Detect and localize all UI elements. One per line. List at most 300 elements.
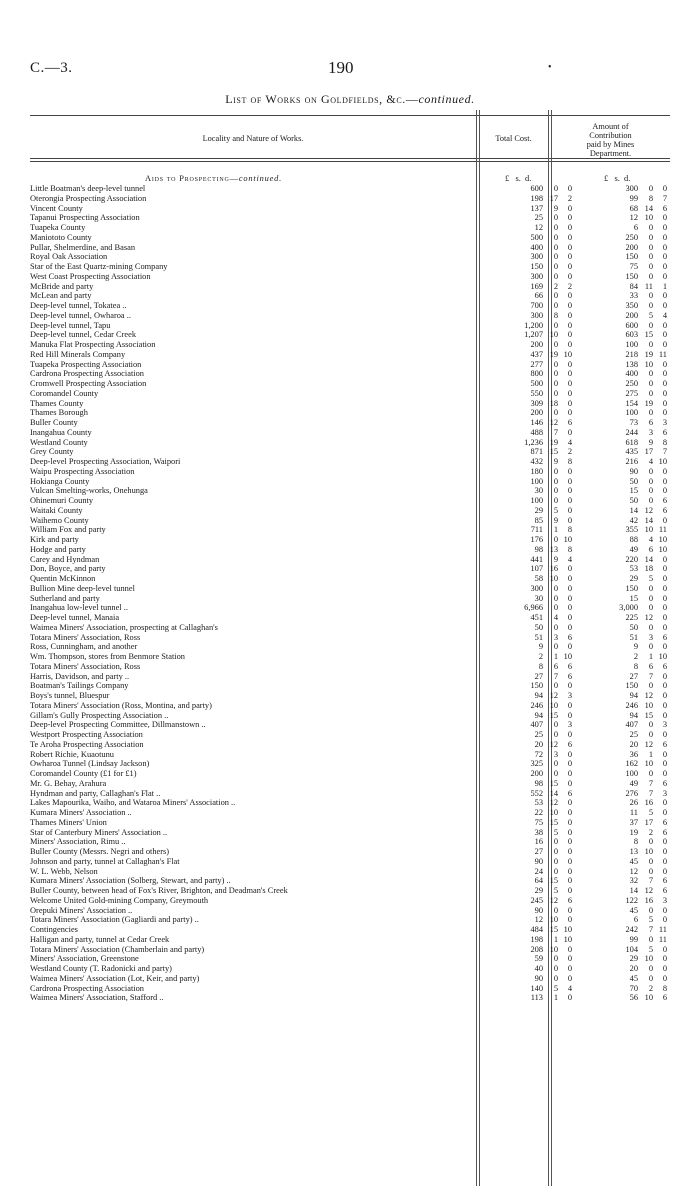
row-locality: Totara Miners' Association, Ross: [30, 632, 141, 642]
contribution: [608, 672, 667, 682]
total-cost-pence: 0: [567, 466, 572, 476]
contribution-shillings: 12: [644, 613, 653, 622]
contribution-shillings: 14: [644, 203, 653, 213]
contribution-pence: 0: [662, 554, 667, 564]
total-cost: [513, 399, 572, 409]
contribution-shillings: 10: [644, 759, 653, 769]
contribution-shillings: 0: [648, 271, 653, 281]
total-cost-pence: 10: [563, 535, 572, 544]
total-cost: [513, 701, 572, 711]
total-cost-shillings: 0: [553, 837, 558, 847]
contribution-pence: 7: [662, 193, 667, 203]
total-cost-shillings: 0: [553, 252, 558, 262]
table-row: [30, 857, 670, 867]
table-row: [30, 623, 670, 633]
contribution-shillings: 1: [648, 652, 653, 661]
contribution-pence: 3: [662, 720, 667, 730]
total-cost-shillings: 0: [553, 486, 558, 496]
contribution: [608, 847, 667, 857]
total-cost-shillings: 0: [553, 340, 558, 349]
total-cost: [513, 340, 572, 350]
total-cost: [513, 428, 572, 438]
total-cost-pounds: 407: [530, 720, 543, 730]
total-cost-pence: 8: [567, 457, 572, 466]
total-cost: [513, 301, 572, 311]
total-cost-pounds: 100: [530, 476, 543, 486]
contribution-pence: 0: [662, 681, 667, 691]
total-cost-pounds: 12: [534, 223, 543, 232]
contribution-shillings: 0: [648, 622, 653, 632]
contribution-shillings: 10: [644, 700, 653, 710]
contribution-shillings: 18: [644, 564, 653, 574]
total-cost-shillings: 0: [553, 466, 558, 476]
total-cost-pounds: 309: [530, 398, 543, 408]
total-cost-pounds: 600: [530, 184, 543, 193]
total-cost: [513, 720, 572, 730]
total-cost: [513, 798, 572, 808]
contribution-pounds: 8: [633, 661, 638, 671]
table-row: [30, 594, 670, 604]
table-row: [30, 291, 670, 301]
contribution-pounds: 49: [629, 778, 638, 788]
contribution-shillings: 7: [648, 788, 653, 798]
total-cost-shillings: 0: [553, 964, 558, 973]
column-header-locality: Locality and Nature of Works.: [202, 134, 304, 143]
table-row: [30, 525, 670, 535]
contribution-pence: 0: [662, 184, 667, 193]
table-row: [30, 506, 670, 516]
contribution: [608, 915, 667, 925]
total-cost-shillings: 0: [553, 622, 558, 632]
total-cost: [513, 467, 572, 477]
contribution-pence: 11: [658, 525, 667, 535]
contribution-shillings: 0: [648, 964, 653, 973]
contribution: [608, 418, 667, 428]
total-cost: [513, 837, 572, 847]
total-cost-pence: 0: [567, 262, 572, 271]
contribution-pence: 6: [662, 817, 667, 827]
contribution-shillings: 0: [648, 262, 653, 271]
contribution-pounds: 50: [629, 622, 638, 632]
total-cost-shillings: 5: [553, 983, 558, 993]
total-cost-shillings: 9: [553, 457, 558, 466]
total-cost-shillings: 10: [549, 944, 558, 954]
contribution: [608, 896, 667, 906]
contribution-pence: 0: [662, 408, 667, 418]
total-cost-pounds: 25: [534, 730, 543, 739]
contribution: [608, 750, 667, 760]
table-row: [30, 204, 670, 214]
row-locality: Deep-level tunnel, Tokatea ..: [30, 301, 127, 310]
total-cost-shillings: 18: [549, 398, 558, 408]
contribution-pounds: 68: [629, 203, 638, 213]
row-locality: Grey County: [30, 447, 74, 457]
total-cost: [513, 204, 572, 214]
contribution-units: £ s. d.: [604, 174, 631, 183]
contribution-shillings: 0: [648, 973, 653, 983]
total-cost-shillings: 14: [549, 788, 558, 798]
total-cost: [513, 633, 572, 643]
total-cost-units: £ s. d.: [505, 174, 532, 183]
row-locality: Westland County (T. Radonicki and party): [30, 964, 172, 973]
total-cost: [513, 779, 572, 789]
total-cost: [513, 857, 572, 867]
row-locality: Ross, Cunningham, and another: [30, 642, 138, 652]
table-row: [30, 720, 670, 730]
column-header-contribution: [551, 122, 670, 158]
total-cost: [513, 477, 572, 487]
row-locality: Inangahua County: [30, 427, 92, 437]
contribution-shillings: 10: [644, 847, 653, 856]
contribution: [608, 516, 667, 526]
contribution-shillings: 8: [648, 193, 653, 203]
row-locality: Little Boatman's deep-level tunnel: [30, 184, 146, 193]
row-locality: Totara Miners' Association, Ross: [30, 661, 141, 671]
contribution-shillings: 0: [648, 242, 653, 252]
total-cost-shillings: 10: [549, 574, 558, 583]
contribution-shillings: 7: [648, 671, 653, 681]
contribution-pence: 6: [662, 632, 667, 642]
contribution-pounds: 603: [625, 330, 638, 340]
total-cost: [513, 525, 572, 535]
contribution-shillings: 10: [644, 954, 653, 964]
contribution-pounds: 2: [633, 652, 638, 661]
total-cost: [513, 379, 572, 389]
table-row: [30, 564, 670, 574]
total-cost-shillings: 0: [553, 408, 558, 418]
contribution-pounds: 94: [629, 710, 638, 720]
contribution-shillings: 12: [644, 739, 653, 749]
contribution: [608, 369, 667, 379]
contribution-pounds: 88: [629, 535, 638, 544]
contribution: [608, 282, 667, 292]
contribution: [608, 886, 667, 896]
total-cost: [513, 876, 572, 886]
contribution-pence: 8: [662, 983, 667, 993]
contribution: [608, 984, 667, 994]
contribution: [608, 594, 667, 604]
table-row: [30, 808, 670, 818]
paper-reference: C.—3.: [30, 60, 73, 76]
contribution-pence: 0: [662, 730, 667, 739]
total-cost: [513, 447, 572, 457]
total-cost-pounds: 90: [534, 856, 543, 866]
row-locality: Westport Prospecting Association: [30, 730, 143, 739]
contribution-shillings: 0: [648, 866, 653, 876]
row-locality: Miners' Association, Rimu ..: [30, 837, 126, 847]
total-cost-pence: 0: [567, 408, 572, 418]
total-cost-pounds: 9: [538, 642, 543, 652]
row-locality: Welcome United Gold-mining Company, Greymouth: [30, 895, 209, 905]
contribution-pounds: 15: [629, 593, 638, 603]
contribution-shillings: 0: [648, 856, 653, 866]
total-cost-shillings: 0: [553, 320, 558, 330]
contribution-pounds: 150: [625, 583, 638, 593]
contribution-header-line-4: Department.: [589, 149, 632, 158]
contribution: [608, 340, 667, 350]
contribution-pounds: 138: [625, 359, 638, 369]
total-cost: [513, 564, 572, 574]
total-cost-pounds: 137: [530, 203, 543, 213]
row-locality: Owharoa Tunnel (Lindsay Jackson): [30, 759, 150, 769]
total-cost-pounds: 64: [534, 876, 543, 886]
table-row: [30, 301, 670, 311]
total-cost-pounds: 437: [530, 349, 543, 359]
total-cost-pence: 10: [563, 349, 572, 359]
total-cost: [513, 915, 572, 925]
contribution-shillings: 5: [648, 915, 653, 925]
contribution: [608, 613, 667, 623]
row-locality: Orepuki Miners' Association ..: [30, 905, 133, 915]
total-cost-shillings: 0: [553, 232, 558, 242]
total-cost-pounds: 75: [534, 817, 543, 827]
total-cost: [513, 535, 572, 545]
contribution-pounds: 25: [629, 730, 638, 739]
total-cost-shillings: 1: [553, 934, 558, 944]
row-locality: Wm. Thompson, stores from Benmore Station: [30, 652, 185, 661]
contribution-pence: 0: [662, 398, 667, 408]
total-cost: [513, 828, 572, 838]
contribution-pence: 0: [662, 330, 667, 340]
contribution-pounds: 225: [625, 613, 638, 622]
table-row: [30, 535, 670, 545]
contribution-shillings: 14: [644, 554, 653, 564]
contribution-pence: 0: [662, 905, 667, 915]
total-cost-pence: 0: [567, 203, 572, 213]
contribution-pounds: 45: [629, 856, 638, 866]
total-cost-shillings: 0: [553, 369, 558, 379]
contribution-pence: 0: [662, 291, 667, 301]
total-cost-pence: 0: [567, 837, 572, 847]
contribution-pounds: 99: [629, 193, 638, 203]
total-cost-shillings: 0: [553, 847, 558, 856]
total-cost-shillings: 15: [549, 447, 558, 457]
total-cost-pounds: 150: [530, 681, 543, 691]
row-locality: Sutherland and party: [30, 593, 100, 603]
total-cost: [513, 642, 572, 652]
table-row: [30, 945, 670, 955]
total-cost-pounds: 29: [534, 505, 543, 515]
contribution-pence: 0: [662, 262, 667, 271]
contribution-pence: 6: [662, 993, 667, 1003]
total-cost-pence: 10: [563, 925, 572, 934]
contribution-pounds: 300: [625, 184, 638, 193]
total-cost-shillings: 0: [553, 642, 558, 652]
total-cost-pence: 6: [567, 788, 572, 798]
contribution-pence: 0: [662, 301, 667, 310]
row-locality: Contingencies: [30, 925, 78, 934]
contribution-shillings: 0: [648, 223, 653, 232]
header-double-rule: [30, 161, 670, 162]
title-main: List of Works on Goldfields, &c.—: [225, 92, 419, 106]
contribution-pounds: 45: [629, 973, 638, 983]
total-cost-shillings: 0: [553, 242, 558, 252]
table-row: [30, 867, 670, 877]
contribution-shillings: 0: [648, 769, 653, 778]
contribution: [608, 477, 667, 487]
row-locality: Waimea Miners' Association, prospecting at Callaghan's: [30, 622, 218, 632]
contribution-pounds: 56: [629, 993, 638, 1003]
total-cost-pence: 0: [567, 876, 572, 886]
contribution-pence: 1: [662, 281, 667, 291]
total-cost-pence: 0: [567, 505, 572, 515]
contribution-pounds: 84: [629, 281, 638, 291]
contribution-pounds: 250: [625, 379, 638, 388]
row-locality: Manuka Flat Prospecting Association: [30, 340, 156, 349]
contribution-shillings: 10: [644, 525, 653, 535]
row-locality: Star of the East Quartz-mining Company: [30, 262, 168, 271]
table-row: [30, 447, 670, 457]
total-cost: [513, 311, 572, 321]
table-row: [30, 184, 670, 194]
total-cost-shillings: 0: [553, 359, 558, 369]
total-cost-pounds: 198: [530, 193, 543, 203]
contribution-pence: 0: [662, 759, 667, 769]
contribution-pence: 0: [662, 769, 667, 778]
contribution-shillings: 7: [648, 925, 653, 934]
total-cost: [513, 906, 572, 916]
total-cost-pounds: 72: [534, 749, 543, 759]
contribution-shillings: 2: [648, 827, 653, 837]
total-cost-pounds: 711: [530, 525, 543, 535]
total-cost-pence: 0: [567, 310, 572, 320]
table-row: [30, 925, 670, 935]
total-cost-pence: 2: [567, 447, 572, 457]
row-locality: McLean and party: [30, 291, 92, 301]
total-cost-shillings: 0: [553, 866, 558, 876]
contribution-pence: 6: [662, 739, 667, 749]
contribution-shillings: 12: [644, 886, 653, 895]
total-cost-shillings: 0: [553, 379, 558, 388]
total-cost-pounds: 432: [530, 457, 543, 466]
total-cost-pounds: 30: [534, 486, 543, 496]
table-row: [30, 486, 670, 496]
table-row: [30, 408, 670, 418]
table-row: [30, 759, 670, 769]
total-cost-pence: 0: [567, 320, 572, 330]
contribution-pounds: 15: [629, 486, 638, 496]
total-cost: [513, 730, 572, 740]
table-row: [30, 438, 670, 448]
total-cost: [513, 740, 572, 750]
total-cost-pence: 0: [567, 817, 572, 827]
contribution-shillings: 0: [648, 496, 653, 505]
contribution-pence: 0: [662, 388, 667, 398]
row-locality: Hodge and party: [30, 544, 86, 554]
row-locality: Totara Miners' Association (Ross, Montina, and party): [30, 700, 212, 710]
contribution: [608, 194, 667, 204]
total-cost-pence: 4: [567, 437, 572, 447]
total-cost-shillings: 17: [549, 193, 558, 203]
contribution-shillings: 11: [644, 281, 653, 291]
total-cost-shillings: 2: [553, 281, 558, 291]
contribution-pounds: 150: [625, 681, 638, 691]
contribution: [608, 428, 667, 438]
contribution: [608, 496, 667, 506]
total-cost: [513, 993, 572, 1003]
total-cost-shillings: 0: [553, 769, 558, 778]
total-cost-pence: 0: [567, 486, 572, 496]
total-cost-shillings: 0: [553, 223, 558, 232]
contribution-shillings: 10: [644, 359, 653, 369]
total-cost-shillings: 15: [549, 817, 558, 827]
total-cost-pounds: 51: [534, 632, 543, 642]
total-cost-pounds: 300: [530, 310, 543, 320]
contribution-pence: 0: [662, 837, 667, 847]
contribution-pence: 10: [658, 535, 667, 544]
table-row: [30, 272, 670, 282]
total-cost-shillings: 16: [549, 564, 558, 574]
total-cost-shillings: 13: [549, 544, 558, 554]
contribution: [608, 935, 667, 945]
contribution: [608, 769, 667, 779]
total-cost-pence: 0: [567, 944, 572, 954]
contribution-shillings: 5: [648, 808, 653, 817]
total-cost-pounds: 300: [530, 271, 543, 281]
contribution: [608, 506, 667, 516]
contribution-pounds: 3,000: [619, 603, 638, 613]
table-row: [30, 701, 670, 711]
total-cost-pounds: 59: [534, 954, 543, 964]
contribution: [608, 603, 667, 613]
total-cost-pence: 0: [567, 759, 572, 769]
table-row: [30, 350, 670, 360]
total-cost-pence: 0: [567, 847, 572, 856]
contribution-pence: 6: [662, 505, 667, 515]
total-cost-pence: 0: [567, 905, 572, 915]
total-cost: [513, 818, 572, 828]
row-locality: Halligan and party, tunnel at Cedar Creek: [30, 934, 170, 944]
total-cost-pounds: 12: [534, 915, 543, 925]
total-cost-pounds: 2: [538, 652, 543, 661]
contribution-pounds: 51: [629, 632, 638, 642]
contribution: [608, 759, 667, 769]
table-row: [30, 477, 670, 487]
total-cost: [513, 408, 572, 418]
total-cost-pounds: 22: [534, 808, 543, 817]
table-row: [30, 584, 670, 594]
row-locality: William Fox and party: [30, 525, 106, 535]
row-locality: Cromwell Prospecting Association: [30, 379, 147, 388]
table-row: [30, 750, 670, 760]
contribution-pounds: 29: [629, 954, 638, 964]
contribution-pounds: 276: [625, 788, 638, 798]
contribution-pence: 0: [662, 798, 667, 808]
contribution: [608, 213, 667, 223]
total-cost: [513, 389, 572, 399]
contribution: [608, 906, 667, 916]
total-cost-pence: 0: [567, 856, 572, 866]
total-cost-pounds: 58: [534, 574, 543, 583]
total-cost-pounds: 300: [530, 252, 543, 262]
contribution: [608, 633, 667, 643]
total-cost-shillings: 0: [553, 388, 558, 398]
row-locality: Deep-level tunnel, Cedar Creek: [30, 330, 137, 340]
contribution-pounds: 53: [629, 564, 638, 574]
row-locality: Robert Richie, Kuaotunu: [30, 749, 114, 759]
contribution-pence: 6: [662, 496, 667, 505]
total-cost-shillings: 0: [553, 603, 558, 613]
total-cost-shillings: 1: [553, 525, 558, 535]
row-locality: Buller County: [30, 418, 78, 427]
row-locality: Miners' Association, Greenstone: [30, 954, 139, 964]
row-locality: Gillam's Gully Prospecting Association ..: [30, 710, 169, 720]
contribution: [608, 447, 667, 457]
contribution-pence: 0: [662, 574, 667, 583]
contribution-shillings: 6: [648, 544, 653, 554]
contribution-shillings: 7: [648, 778, 653, 788]
total-cost: [513, 672, 572, 682]
